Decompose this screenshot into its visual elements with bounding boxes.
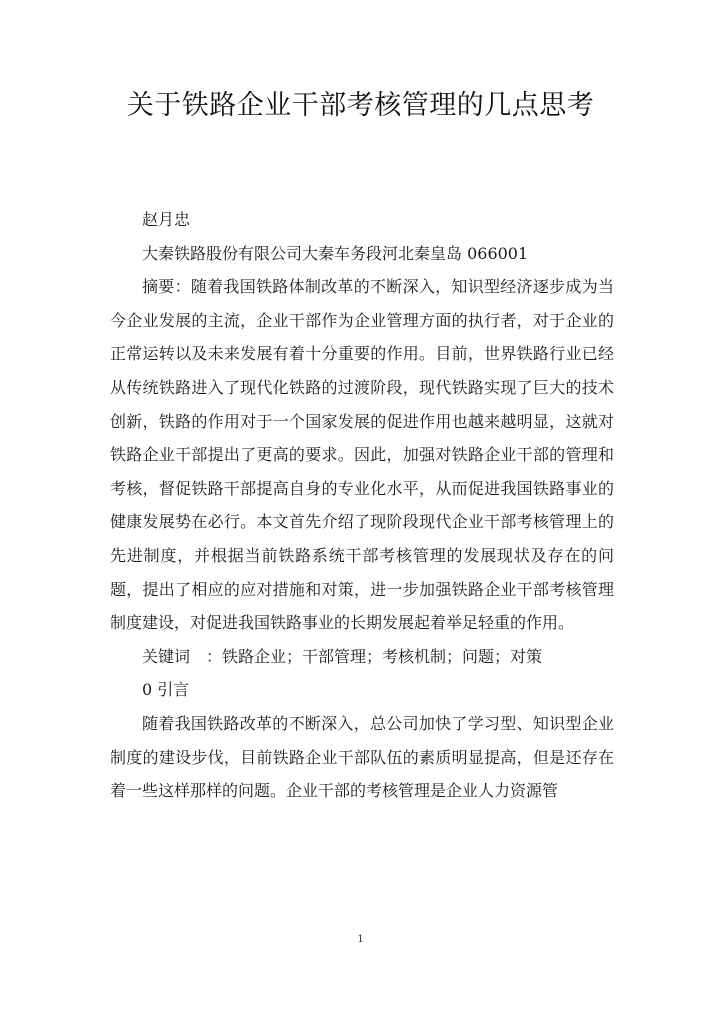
abstract-paragraph: 摘要：随着我国铁路体制改革的不断深入，知识型经济逐步成为当今企业发展的主流，企业干部作为企业管理方面的执行者，对于企业的正常运转以及未来发展有着十分重要的作用。目前，世界铁路行业已经从传统铁路进入了现代化铁路的过渡阶段，现代铁路实现了巨大的技术创新，铁路的作用对于一个国家发展的促进作用也越来越明显，这就对铁路企业干部提出了更高的要求。因此，加强对铁路企业干部的管理和考核，督促铁路干部提高自身的专业化水平，从而促进我国铁路事业的健康发展势在必行。本文首先介绍了现阶段现代企业干部考核管理上的先进制度，并根据当前铁路系统干部考核管理的发展现状及存在的问题，提出了相应的应对措施和对策，进一步加强铁路企业干部考核管理制度建设，对促进我国铁路事业的长期发展起着举足轻重的作用。 — [110, 277, 614, 633]
page-number: 1 — [357, 934, 364, 945]
author-affiliation: 大秦铁路股份有限公司大秦车务段河北秦皇岛 066001 — [142, 243, 529, 263]
section-heading: 0 引言 — [142, 680, 190, 700]
intro-paragraph: 随着我国铁路改革的不断深入，总公司加快了学习型、知识型企业制度的建设步伐，目前铁路企业干部队伍的素质明显提高，但是还存在着一些这样那样的问题。企业干部的考核管理是企业人力资源管 — [110, 713, 614, 801]
document-title: 关于铁路企业干部考核管理的几点思考 — [126, 90, 595, 121]
keywords-line: 关键词 ：铁路企业；干部管理；考核机制；问题；对策 — [142, 646, 543, 666]
author-name: 赵月忠 — [142, 210, 191, 229]
document-body — [110, 203, 614, 808]
